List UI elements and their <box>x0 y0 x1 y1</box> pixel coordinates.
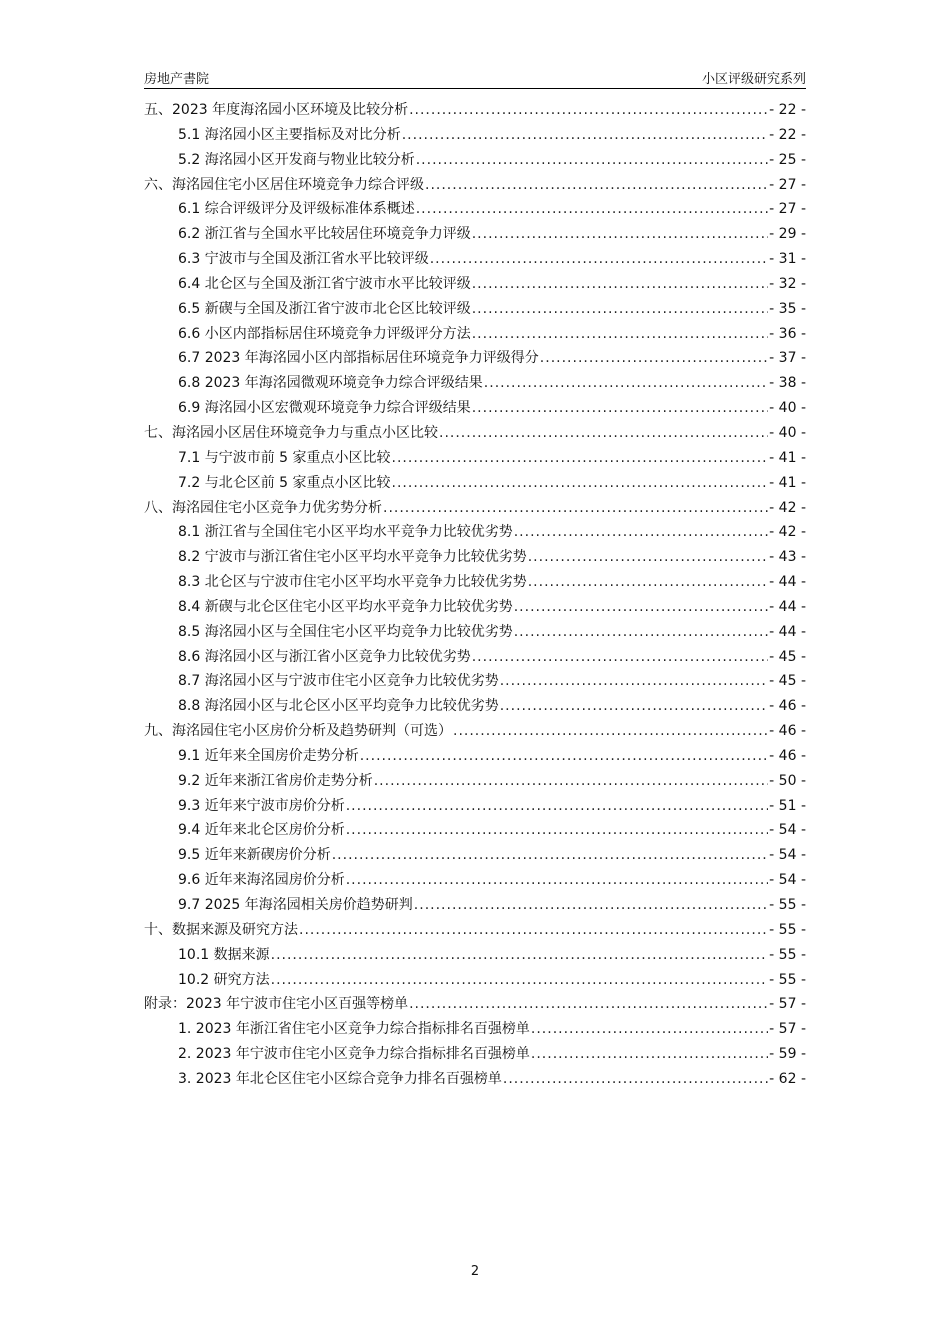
toc-entry[interactable] <box>144 1068 806 1093</box>
toc-entry-page: - 41 - <box>769 449 806 466</box>
toc-leader-dots <box>472 649 768 665</box>
toc-entry-title: 6.2 浙江省与全国水平比较居住环境竞争力评级 <box>178 226 471 243</box>
toc-entry-title: 九、海洺园住宅小区房价分析及趋势研判（可选） <box>144 723 452 740</box>
toc-entry-title: 3. 2023 年北仑区住宅小区综合竞争力排名百强榜单 <box>178 1070 502 1087</box>
toc-entry[interactable] <box>144 223 806 248</box>
toc-leader-dots <box>528 574 768 590</box>
toc-entry[interactable] <box>144 546 806 571</box>
toc-leader-dots <box>472 301 768 317</box>
toc-entry[interactable] <box>144 969 806 994</box>
toc-entry-title: 7.2 与北仑区前 5 家重点小区比较 <box>178 474 391 491</box>
toc-entry[interactable] <box>144 298 806 323</box>
toc-entry-title: 十、数据来源及研究方法 <box>144 921 298 938</box>
toc-leader-dots <box>430 251 768 267</box>
toc-entry-page: - 31 - <box>769 251 806 268</box>
toc-entry-page: - 55 - <box>769 897 806 913</box>
toc-entry-page: - 38 - <box>769 375 806 392</box>
toc-entry-title: 9.1 近年来全国房价走势分析 <box>178 747 359 764</box>
toc-entry-page: - 45 - <box>769 673 806 690</box>
toc-leader-dots <box>500 673 768 689</box>
toc-entry-title: 8.6 海洺园小区与浙江省小区竞争力比较优劣势 <box>178 648 471 665</box>
toc-entry[interactable] <box>144 621 806 646</box>
toc-leader-dots <box>271 972 769 988</box>
toc-entry[interactable] <box>144 248 806 273</box>
toc-entry-title: 8.7 海洺园小区与宁波市住宅小区竞争力比较优劣势 <box>178 673 499 690</box>
toc-entry[interactable] <box>144 472 806 497</box>
toc-entry-page: - 57 - <box>769 1021 806 1038</box>
toc-entry-title: 6.7 2023 年海洺园小区内部指标居住环境竞争力评级得分 <box>178 350 539 367</box>
toc-entry-page: - 25 - <box>769 151 806 168</box>
toc-entry-title: 7.1 与宁波市前 5 家重点小区比较 <box>178 449 391 466</box>
toc-entry-title: 9.3 近年来宁波市房价分析 <box>178 797 345 814</box>
toc-entry-page: - 27 - <box>769 201 806 218</box>
toc-entry[interactable] <box>144 198 806 223</box>
toc-entry-page: - 46 - <box>769 723 806 740</box>
toc-entry[interactable] <box>144 819 806 844</box>
toc-entry[interactable] <box>144 770 806 795</box>
toc-entry[interactable] <box>144 99 806 124</box>
toc-leader-dots <box>360 748 768 764</box>
toc-entry-title: 8.4 新碶与北仑区住宅小区平均水平竞争力比较优劣势 <box>178 598 513 615</box>
toc-entry-title: 1. 2023 年浙江省住宅小区竞争力综合指标排名百强榜单 <box>178 1021 530 1038</box>
toc-entry-page: - 55 - <box>769 946 806 963</box>
toc-leader-dots <box>531 1021 768 1037</box>
toc-entry[interactable] <box>144 695 806 720</box>
toc-entry-page: - 55 - <box>769 971 806 988</box>
toc-leader-dots <box>416 152 768 168</box>
toc-leader-dots <box>500 698 768 714</box>
toc-entry-title: 10.1 数据来源 <box>178 946 270 963</box>
toc-leader-dots <box>416 201 768 217</box>
header-series-title: 小区评级研究系列 <box>701 72 806 87</box>
toc-entry[interactable] <box>144 521 806 546</box>
toc-entry[interactable] <box>144 422 806 447</box>
toc-leader-dots <box>472 326 768 342</box>
toc-entry[interactable] <box>144 1018 806 1043</box>
toc-leader-dots <box>402 127 768 143</box>
toc-leader-dots <box>409 102 768 118</box>
toc-entry-title: 9.2 近年来浙江省房价走势分析 <box>178 772 373 789</box>
toc-leader-dots <box>472 400 768 416</box>
toc-entry-title: 10.2 研究方法 <box>178 971 270 988</box>
toc-leader-dots <box>346 798 768 814</box>
toc-leader-dots <box>392 475 769 491</box>
toc-entry-page: - 44 - <box>769 574 806 591</box>
toc-entry-title: 5.1 海洺园小区主要指标及对比分析 <box>178 126 401 143</box>
toc-entry[interactable] <box>144 646 806 671</box>
toc-entry-title: 5.2 海洺园小区开发商与物业比较分析 <box>178 151 415 168</box>
toc-leader-dots <box>531 1046 768 1062</box>
toc-leader-dots <box>271 947 769 963</box>
toc-leader-dots <box>346 872 768 888</box>
toc-entry-title: 6.5 新碶与全国及浙江省宁波市北仑区比较评级 <box>178 300 471 317</box>
toc-entry-title: 八、海洺园住宅小区竞争力优劣势分析 <box>144 499 382 516</box>
toc-leader-dots <box>503 1071 768 1087</box>
toc-entry[interactable] <box>144 720 806 745</box>
toc-entry[interactable] <box>144 149 806 174</box>
toc-entry-page: - 29 - <box>769 226 806 243</box>
toc-leader-dots <box>472 276 768 292</box>
toc-entry-page: - 54 - <box>769 822 806 839</box>
toc-entry-title: 6.6 小区内部指标居住环境竞争力评级评分方法 <box>178 325 471 342</box>
toc-leader-dots <box>514 524 768 540</box>
toc-leader-dots <box>439 425 768 441</box>
page-number: 2 <box>470 1264 480 1279</box>
toc-entry-page: - 42 - <box>769 524 806 541</box>
toc-entry-page: - 22 - <box>769 126 806 143</box>
toc-entry-page: - 27 - <box>769 176 806 193</box>
toc-entry-page: - 62 - <box>769 1070 806 1087</box>
toc-entry[interactable] <box>144 919 806 944</box>
toc-entry-title: 8.5 海洺园小区与全国住宅小区平均竞争力比较优劣势 <box>178 623 513 640</box>
toc-entry[interactable] <box>144 894 806 919</box>
toc-entry[interactable] <box>144 795 806 820</box>
toc-entry-page: - 54 - <box>769 872 806 889</box>
toc-entry[interactable] <box>144 124 806 149</box>
toc-entry-title: 9.6 近年来海洺园房价分析 <box>178 872 345 889</box>
toc-entry[interactable] <box>144 993 806 1018</box>
toc-leader-dots <box>332 847 768 863</box>
toc-entry[interactable] <box>144 571 806 596</box>
toc-entry[interactable] <box>144 273 806 298</box>
toc-entry-title: 8.2 宁波市与浙江省住宅小区平均水平竞争力比较优劣势 <box>178 549 527 566</box>
toc-entry-page: - 54 - <box>769 847 806 864</box>
toc-leader-dots <box>383 500 768 516</box>
toc-leader-dots <box>514 599 768 615</box>
toc-entry-title: 8.1 浙江省与全国住宅小区平均水平竞争力比较优劣势 <box>178 524 513 541</box>
toc-entry[interactable] <box>144 347 806 372</box>
toc-entry-page: - 46 - <box>769 747 806 764</box>
toc-entry-title: 8.8 海洺园小区与北仑区小区平均竞争力比较优劣势 <box>178 698 499 715</box>
toc-entry-title: 9.5 近年来新碶房价分析 <box>178 847 331 864</box>
toc-entry-title: 9.4 近年来北仑区房价分析 <box>178 822 345 839</box>
toc-leader-dots <box>528 549 768 565</box>
toc-entry-page: - 45 - <box>769 648 806 665</box>
toc-entry-page: - 22 - <box>769 102 806 118</box>
toc-entry[interactable] <box>144 497 806 522</box>
toc-entry-page: - 57 - <box>769 996 806 1013</box>
toc-entry-page: - 44 - <box>769 598 806 615</box>
table-of-contents <box>144 99 806 1093</box>
toc-entry-title: 附录：2023 年宁波市住宅小区百强等榜单 <box>144 996 409 1013</box>
toc-entry-page: - 51 - <box>769 797 806 814</box>
toc-entry-page: - 35 - <box>769 300 806 317</box>
toc-leader-dots <box>392 450 769 466</box>
toc-leader-dots <box>414 897 768 913</box>
toc-entry-title: 6.1 综合评级评分及评级标准体系概述 <box>178 201 415 218</box>
toc-entry-title: 6.9 海洺园小区宏微观环境竞争力综合评级结果 <box>178 400 471 417</box>
toc-entry[interactable] <box>144 596 806 621</box>
toc-entry[interactable] <box>144 670 806 695</box>
toc-leader-dots <box>484 375 768 391</box>
toc-entry-page: - 36 - <box>769 325 806 342</box>
toc-entry-page: - 55 - <box>769 921 806 938</box>
toc-entry[interactable] <box>144 745 806 770</box>
toc-entry-title: 6.3 宁波市与全国及浙江省水平比较评级 <box>178 251 429 268</box>
toc-entry[interactable] <box>144 869 806 894</box>
toc-entry[interactable] <box>144 1043 806 1068</box>
toc-leader-dots <box>346 822 768 838</box>
toc-entry-page: - 44 - <box>769 623 806 640</box>
toc-leader-dots <box>540 350 768 366</box>
toc-entry-page: - 50 - <box>769 772 806 789</box>
toc-entry-title: 五、2023 年度海洺园小区环境及比较分析 <box>144 102 409 118</box>
toc-leader-dots <box>453 723 768 739</box>
toc-entry-page: - 37 - <box>769 350 806 367</box>
toc-entry-title: 七、海洺园小区居住环境竞争力与重点小区比较 <box>144 424 438 441</box>
toc-leader-dots <box>409 996 768 1012</box>
header-publisher: 房地产書院 <box>144 72 210 87</box>
page-header <box>144 66 806 89</box>
toc-entry-page: - 43 - <box>769 549 806 566</box>
toc-entry-page: - 32 - <box>769 275 806 292</box>
toc-entry[interactable] <box>144 174 806 199</box>
toc-leader-dots <box>514 624 768 640</box>
toc-entry-page: - 40 - <box>769 400 806 417</box>
toc-entry-page: - 59 - <box>769 1046 806 1063</box>
toc-leader-dots <box>425 177 768 193</box>
toc-entry-page: - 41 - <box>769 474 806 491</box>
toc-leader-dots <box>472 226 768 242</box>
toc-entry-title: 9.7 2025 年海洺园相关房价趋势研判 <box>178 897 413 913</box>
toc-entry-page: - 42 - <box>769 499 806 516</box>
toc-entry-title: 8.3 北仑区与宁波市住宅小区平均水平竞争力比较优劣势 <box>178 574 527 591</box>
toc-entry-page: - 46 - <box>769 698 806 715</box>
toc-entry-title: 6.4 北仑区与全国及浙江省宁波市水平比较评级 <box>178 275 471 292</box>
toc-entry[interactable] <box>144 397 806 422</box>
toc-entry-title: 六、海洺园住宅小区居住环境竞争力综合评级 <box>144 176 424 193</box>
toc-entry[interactable] <box>144 944 806 969</box>
toc-entry[interactable] <box>144 844 806 869</box>
toc-leader-dots <box>299 922 768 938</box>
toc-leader-dots <box>374 773 768 789</box>
toc-entry-title: 6.8 2023 年海洺园微观环境竞争力综合评级结果 <box>178 375 483 392</box>
toc-entry[interactable] <box>144 447 806 472</box>
toc-entry[interactable] <box>144 372 806 397</box>
toc-entry-page: - 40 - <box>769 424 806 441</box>
toc-entry[interactable] <box>144 323 806 348</box>
toc-entry-title: 2. 2023 年宁波市住宅小区竞争力综合指标排名百强榜单 <box>178 1046 530 1063</box>
